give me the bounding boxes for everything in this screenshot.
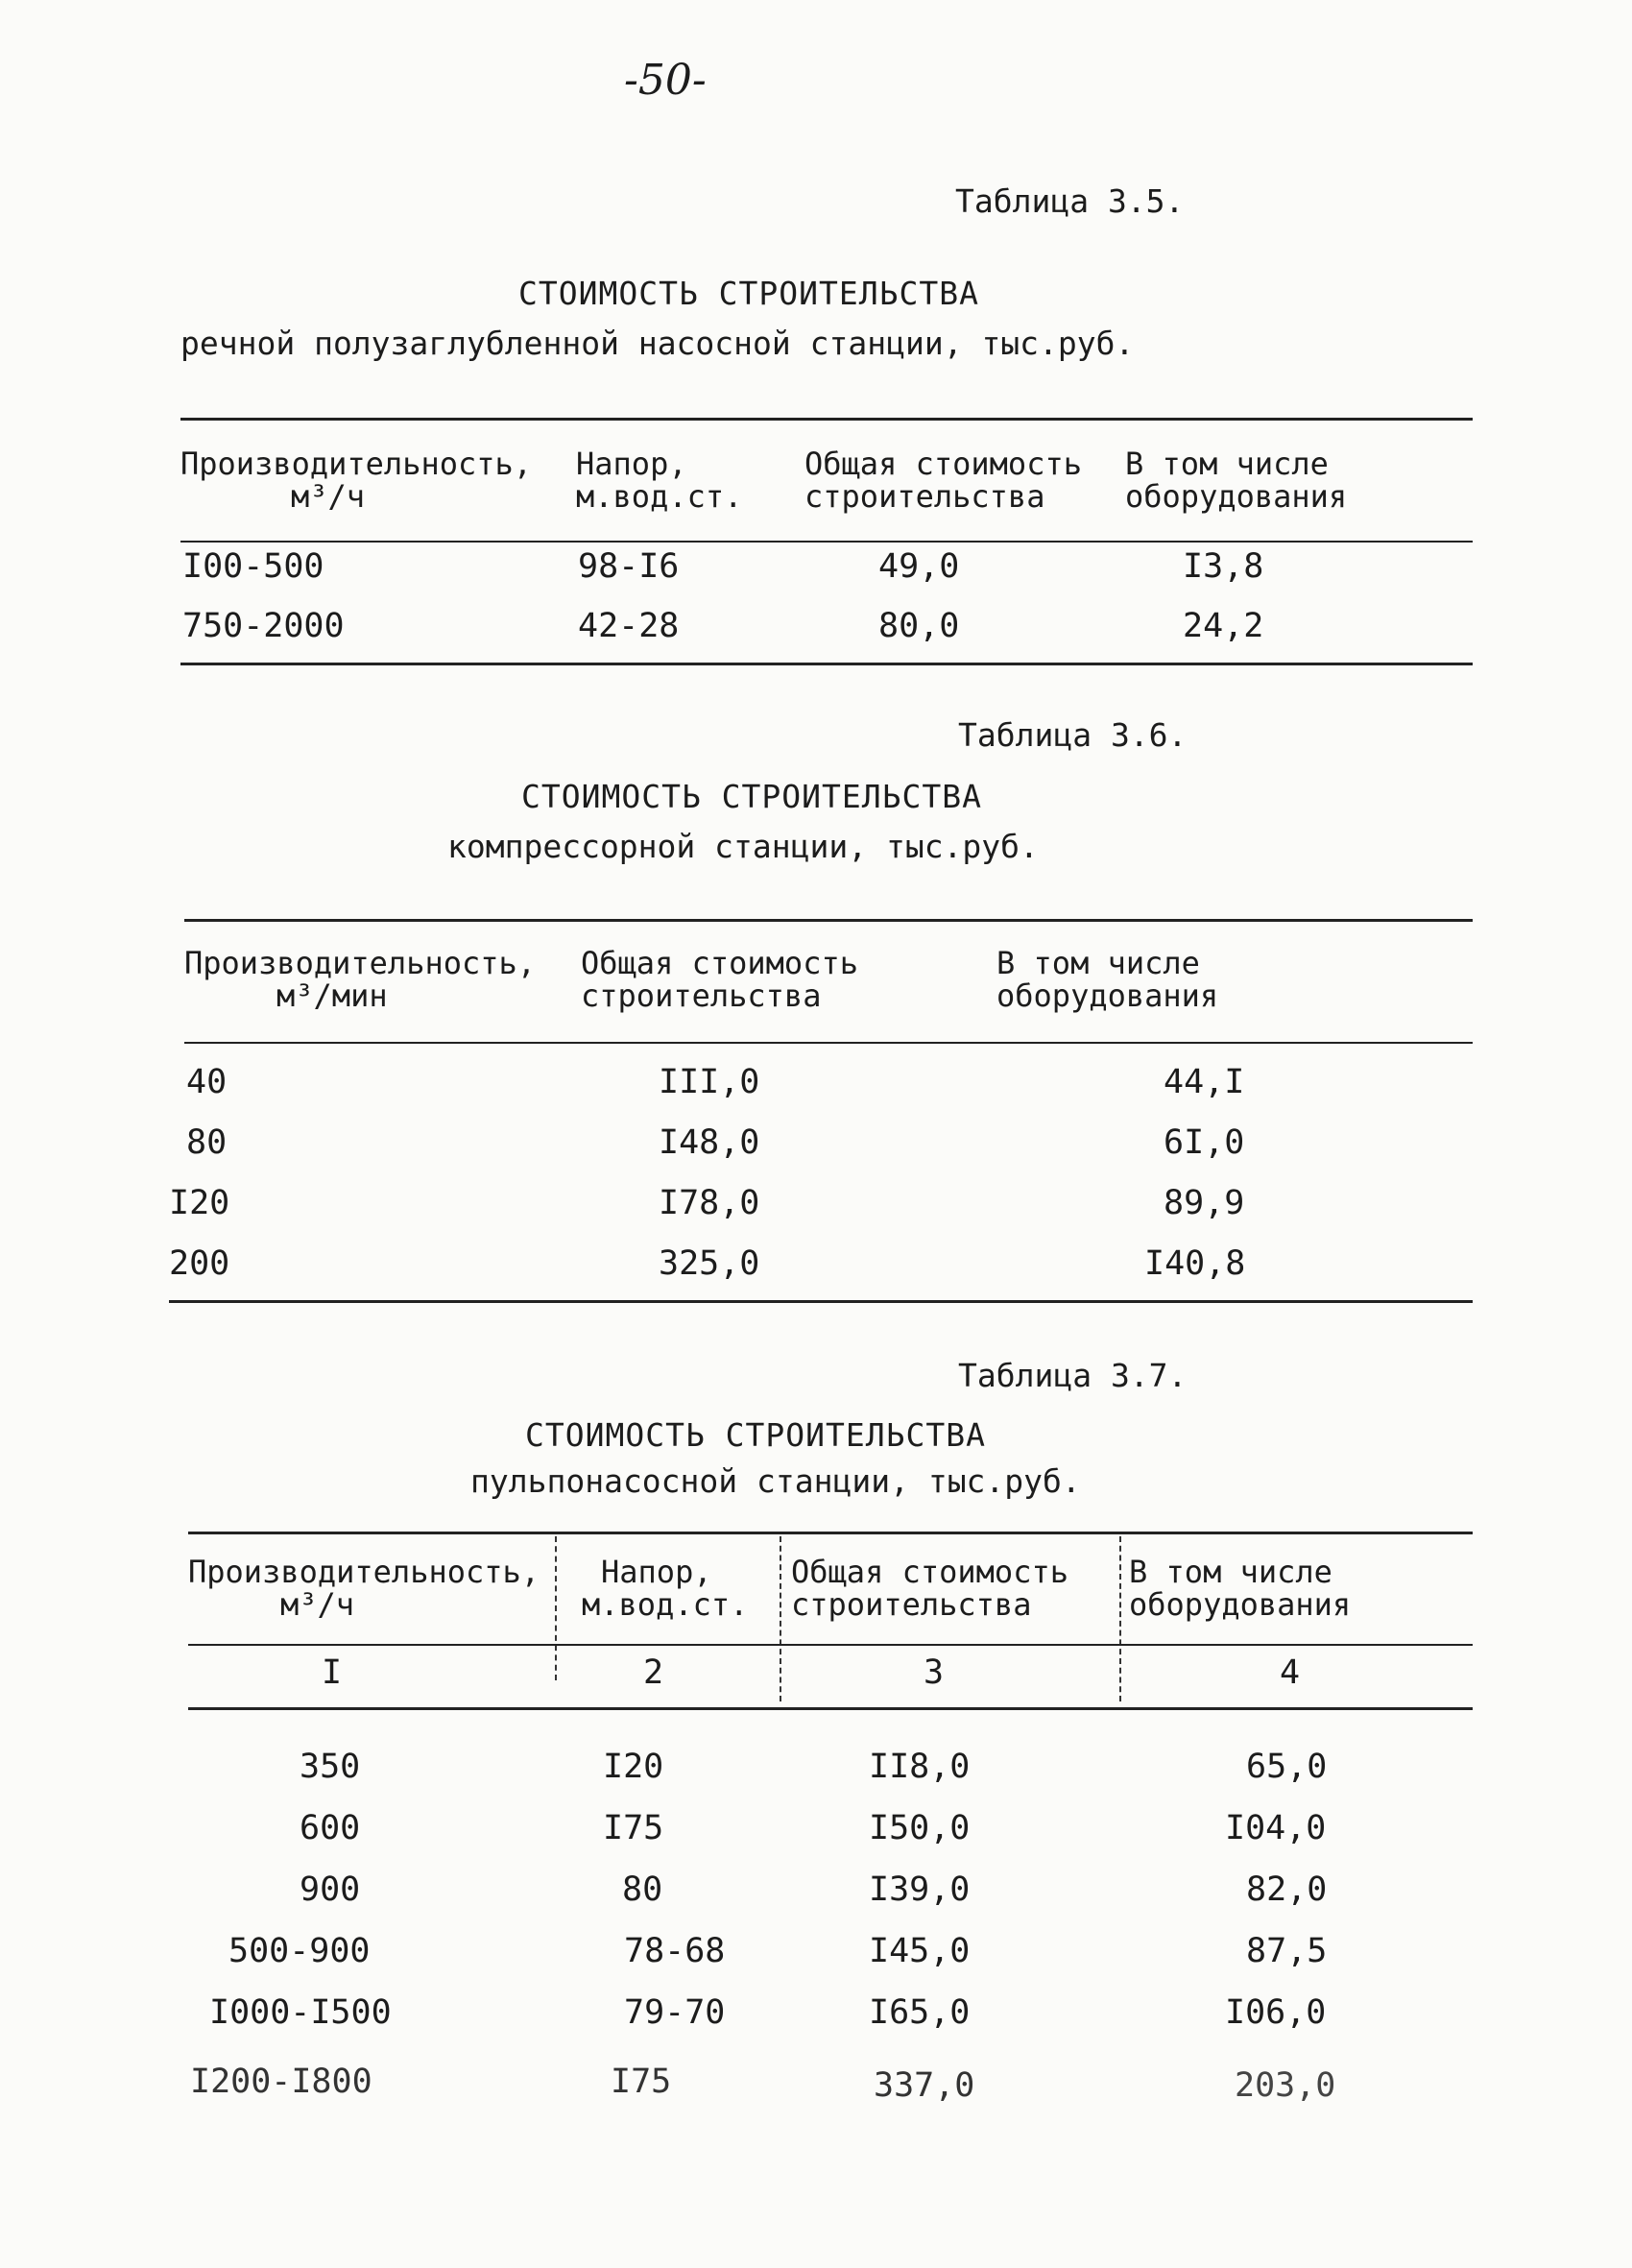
header-rule xyxy=(184,1042,1473,1044)
header-rule xyxy=(188,1644,1473,1646)
header-productivity: Производительность, м³/ч xyxy=(188,1554,540,1623)
header-equipment: В том числе оборудования xyxy=(996,945,1219,1014)
table-subtitle: пульпонасосной станции, тыс.руб. xyxy=(470,1462,1081,1500)
header-total-cost: Общая стоимость строительства xyxy=(804,446,1082,515)
top-rule xyxy=(184,919,1473,922)
page-number: -50- xyxy=(624,56,707,105)
table-title: СТОИМОСТЬ СТРОИТЕЛЬСТВА xyxy=(525,1416,986,1454)
header-equipment: В том числе оборудования xyxy=(1129,1554,1352,1623)
header-total-cost: Общая стоимость строительства xyxy=(581,945,858,1014)
table-label: Таблица 3.6. xyxy=(958,716,1188,754)
header-head: Напор, м.вод.ст. xyxy=(576,446,743,515)
header-productivity: Производительность, м³/ч xyxy=(180,446,533,515)
table-label: Таблица 3.7. xyxy=(958,1357,1188,1394)
table-title: СТОИМОСТЬ СТРОИТЕЛЬСТВА xyxy=(518,275,979,312)
header-equipment: В том числе оборудования xyxy=(1125,446,1348,515)
bottom-rule xyxy=(169,1300,1473,1303)
header-head: Напор, м.вод.ст. xyxy=(582,1554,749,1623)
table-title: СТОИМОСТЬ СТРОИТЕЛЬСТВА xyxy=(521,778,982,815)
bottom-rule xyxy=(180,663,1473,665)
table-label: Таблица 3.5. xyxy=(955,182,1185,220)
column-separator xyxy=(780,1536,781,1701)
top-rule xyxy=(188,1532,1473,1534)
column-number-rule xyxy=(188,1707,1473,1710)
table-subtitle: компрессорной станции, тыс.руб. xyxy=(447,828,1039,865)
header-total-cost: Общая стоимость строительства xyxy=(791,1554,1068,1623)
table-subtitle: речной полузаглубленной насосной станции, тыс.руб. xyxy=(180,325,1135,362)
header-productivity: Производительность, м³/мин xyxy=(184,945,537,1014)
column-separator xyxy=(1119,1536,1121,1701)
top-rule xyxy=(180,418,1473,421)
column-separator xyxy=(555,1536,557,1680)
header-rule xyxy=(180,541,1473,543)
